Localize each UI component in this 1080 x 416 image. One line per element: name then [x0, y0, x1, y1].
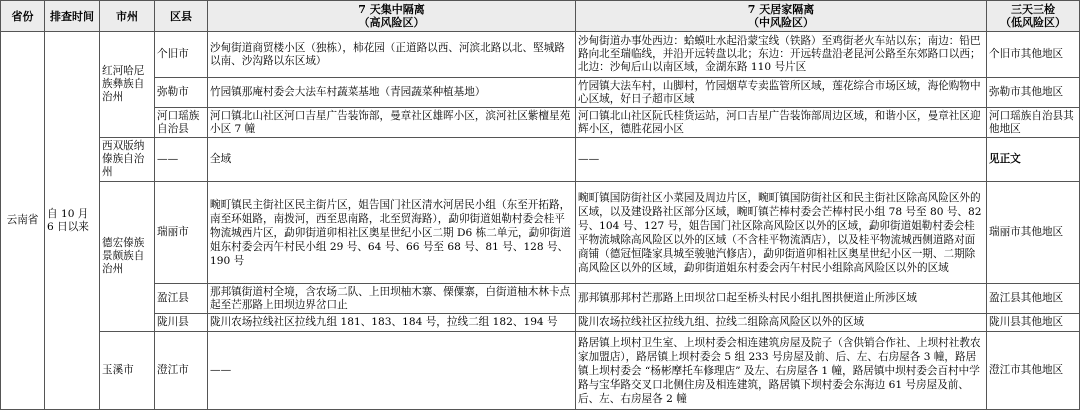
header-low-line2: （低风险区） — [1000, 16, 1066, 29]
header-city: 市州 — [100, 1, 155, 32]
low-risk-cell: 瑞丽市其他地区 — [987, 182, 1080, 284]
header-high-line2: （高风险区） — [358, 16, 425, 29]
county-cell: 澄江市 — [155, 332, 208, 410]
header-low-line1: 三天三检 — [1011, 3, 1055, 16]
table-row — [1, 108, 1080, 138]
low-risk-cell: 弥勒市其他地区 — [987, 78, 1080, 108]
table-row — [1, 138, 1080, 182]
header-high-line1: 7 天集中隔离 — [358, 3, 425, 16]
city-cell: 西双版纳傣族自治州 — [100, 138, 155, 182]
low-risk-cell: 盈江县其他地区 — [987, 284, 1080, 314]
table-row — [1, 284, 1080, 314]
table-row — [1, 332, 1080, 410]
header-mid-line1: 7 天居家隔离 — [747, 3, 815, 16]
low-risk-cell: 河口瑶族自治县其他地区 — [987, 108, 1080, 138]
table-row — [1, 78, 1080, 108]
high-risk-cell: —— — [208, 332, 576, 410]
province-cell: 云南省 — [1, 32, 45, 410]
header-mid-risk — [576, 1, 987, 32]
header-county: 区县 — [155, 1, 208, 32]
low-risk-cell: 陇川县其他地区 — [987, 314, 1080, 332]
high-risk-cell: 竹园镇那庵村委会大法车村蔬菜基地（青园蔬菜种植基地） — [208, 78, 576, 108]
low-risk-cell: 见正文 — [987, 138, 1080, 182]
mid-risk-cell: 竹园镇大法车村，山脚村，竹园烟草专卖监管所区域，莲花综合市场区域，海伦购物中心区域，好日子超市区域 — [576, 78, 987, 108]
mid-risk-cell: —— — [576, 138, 987, 182]
county-cell: 弥勒市 — [155, 78, 208, 108]
header-low-risk — [987, 1, 1080, 32]
header-province: 省份 — [1, 1, 45, 32]
high-risk-cell: 畹町镇民主街社区民主街片区，姐告国门社区清水河居民小组（东至开拓路，南至环姐路，南拨河，西至思南路，北至贸海路），勐卯街道姐勒村委会桂平物流城西片区，勐卯街道卯相社区奥星世纪小区二期 D6 栋二单元，勐卯街道姐东村委会丙午村民小组 29 号、64 号、66 号至 68 号、81 号、128 号、190 号 — [208, 182, 576, 284]
city-cell: 玉溪市 — [100, 332, 155, 410]
low-risk-cell: 个旧市其他地区 — [987, 32, 1080, 78]
mid-risk-cell: 沙甸街道办事处西边：蛤蟆吐水起沿蒙宝线（铁路）至鸡街老火车站以东；南边：铅巴路向北至瑞临线，并沿开远转盘以北；东边：开远转盘沿老昆河公路至东郊路口以西；北边：沙甸后山以南区域，金湖东路 110 号片区 — [576, 32, 987, 78]
low-risk-cell: 澄江市其他地区 — [987, 332, 1080, 410]
header-time: 排查时间 — [45, 1, 100, 32]
table-row — [1, 32, 1080, 78]
time-cell: 自 10 月 6 日以来 — [45, 32, 100, 410]
county-cell: 瑞丽市 — [155, 182, 208, 284]
high-risk-cell: 沙甸街道商贸楼小区（独栋），柿花园（正道路以西、河滨北路以北、堅城路以南、沙沟路以东区域） — [208, 32, 576, 78]
header-mid-line2: （中风险区） — [748, 16, 814, 29]
county-cell: —— — [155, 138, 208, 182]
high-risk-cell: 陇川农场拉线社区拉线九组 181、183、184 号，拉线二组 182、194 号 — [208, 314, 576, 332]
high-risk-cell: 全域 — [208, 138, 576, 182]
county-cell: 陇川县 — [155, 314, 208, 332]
city-cell: 红河哈尼族彝族自治州 — [100, 32, 155, 138]
city-cell: 德宏傣族景颇族自治州 — [100, 182, 155, 332]
county-cell: 个旧市 — [155, 32, 208, 78]
high-risk-cell: 那邦镇街道村全境，含农场二队、上田坝柚木寨、傈僳寨，白街道柚木林卡点起至芒那路上田坝边界岔口止 — [208, 284, 576, 314]
mid-risk-cell: 畹町镇国防街社区小菜园及周边片区，畹町镇国防街社区和民主街社区除高风险区外的区域，以及建设路社区部分区域，畹町镇芒棒村委会芒棒村民小组 78 号至 80 号、82 号、104 号、127 号，姐告国门社区除高风险区以外的区域，勐卯街道姐勒村委会桂平物流城除高风险区以外的区域（不含桂平物流酒店），以及桂平物流城西侧道路对面商铺（德冠恒隆家具城至骏驰汽修店），勐卯街道卯相社区奥星世纪小区一期、二期除高风险区以外的区域，勐卯街道姐东村委会丙午村民小组除高风险区以外的区域 — [576, 182, 987, 284]
mid-risk-cell: 路居镇上坝村卫生室、上坝村委会相连建筑房屋及院子（含供销合作社、上坝村社教农家加盟店），路居镇上坝村委会 5 组 233 号房屋及前、后、左、右房屋各 3 幢，路居镇上坝村委会 “杨彬摩托车修理店” 及左、右房屋各 1 幢，路居镇中坝村委会百村中学路与宝华路交叉口北侧住房及相连建筑，路居镇下坝村委会东海边 61 号房屋及前、后、左、右房屋各 2 幢 — [576, 332, 987, 410]
mid-risk-cell: 陇川农场拉线社区拉线九组、拉线二组除高风险区以外的区域 — [576, 314, 987, 332]
table-row — [1, 182, 1080, 284]
county-cell: 盈江县 — [155, 284, 208, 314]
table-row — [1, 314, 1080, 332]
mid-risk-cell: 那邦镇那邦村芒那路上田坝岔口起至桥头村民小组扎图拱便道止所涉区域 — [576, 284, 987, 314]
header-high-risk — [208, 1, 576, 32]
county-cell: 河口瑶族自治县 — [155, 108, 208, 138]
table-header-row — [1, 1, 1080, 32]
high-risk-cell: 河口镇北山社区河口吉星广告装饰部，曼章社区雄晖小区，滨河社区紫檀星苑小区 7 幢 — [208, 108, 576, 138]
mid-risk-cell: 河口镇北山社区阮氏桂货运站，河口吉星广告装饰部周边区域，和谐小区，曼章社区迎辉小区，德胜花园小区 — [576, 108, 987, 138]
